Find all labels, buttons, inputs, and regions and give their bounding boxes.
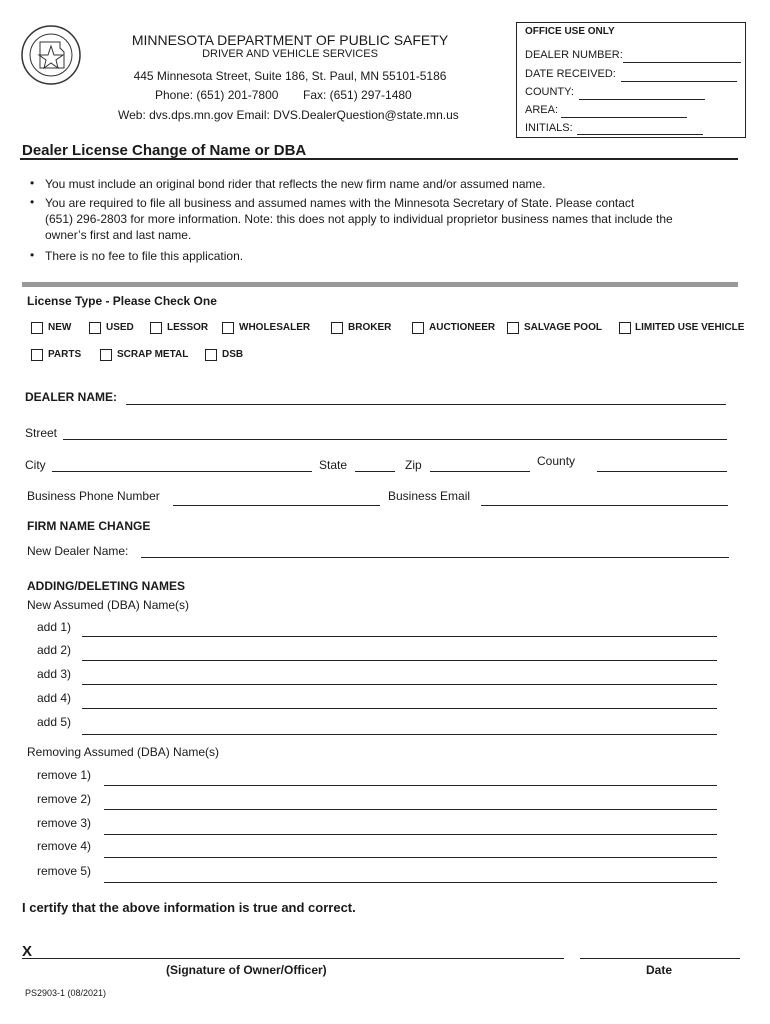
remove-field[interactable] xyxy=(104,785,717,786)
state-seal-logo xyxy=(20,24,82,86)
zip-label: Zip xyxy=(405,458,422,472)
title-underline xyxy=(20,158,738,160)
section-divider xyxy=(22,282,738,287)
checkbox-label: LIMITED USE VEHICLE xyxy=(635,322,745,333)
bullet-text: (651) 296-2803 for more information. Note: this does not apply to individual proprietor business names that include the xyxy=(45,212,673,226)
remove-label: remove 2) xyxy=(37,792,92,806)
add-field[interactable] xyxy=(82,636,717,637)
firm-name-heading: FIRM NAME CHANGE xyxy=(27,519,151,533)
office-initials-label: INITIALS: xyxy=(525,122,573,134)
checkbox-label: NEW xyxy=(48,322,72,333)
office-initials-line xyxy=(577,134,703,135)
checkbox-broker[interactable] xyxy=(331,322,343,334)
signature-x-mark: X xyxy=(22,943,33,960)
checkbox-salvage-pool[interactable] xyxy=(507,322,519,334)
checkbox-label: DSB xyxy=(222,349,244,360)
business-phone-label: Business Phone Number xyxy=(27,489,160,503)
checkbox-label: LESSOR xyxy=(167,322,209,333)
office-use-box xyxy=(516,22,746,138)
street-field[interactable] xyxy=(63,439,727,440)
add-label: add 5) xyxy=(37,715,72,729)
street-label: Street xyxy=(25,426,58,440)
checkbox-lessor[interactable] xyxy=(150,322,162,334)
add-label: add 1) xyxy=(37,620,72,634)
checkbox-label: WHOLESALER xyxy=(239,322,311,333)
date-field[interactable] xyxy=(580,958,740,959)
business-phone-field[interactable] xyxy=(173,505,380,506)
checkbox-used[interactable] xyxy=(89,322,101,334)
checkbox-wholesaler[interactable] xyxy=(222,322,234,334)
office-dealer-number-label: DEALER NUMBER: xyxy=(525,49,623,61)
add-label: add 4) xyxy=(37,691,72,705)
office-date-received-label: DATE RECEIVED: xyxy=(525,68,616,80)
checkbox-label: AUCTIONEER xyxy=(429,322,496,333)
checkbox-auctioneer[interactable] xyxy=(412,322,424,334)
checkbox-label: SCRAP METAL xyxy=(117,349,189,360)
remove-label: remove 3) xyxy=(37,816,92,830)
bullet-dot: • xyxy=(30,248,35,262)
office-area-line xyxy=(561,117,687,118)
remove-dba-label: Removing Assumed (DBA) Name(s) xyxy=(27,745,220,759)
business-email-field[interactable] xyxy=(481,505,728,506)
new-dba-label: New Assumed (DBA) Name(s) xyxy=(27,598,190,612)
dba-heading: ADDING/DELETING NAMES xyxy=(27,579,186,593)
dealer-name-label: DEALER NAME: xyxy=(25,390,117,404)
remove-field[interactable] xyxy=(104,809,717,810)
remove-field[interactable] xyxy=(104,834,717,835)
add-field[interactable] xyxy=(82,734,717,735)
county-label: County xyxy=(537,454,576,468)
form-title: Dealer License Change of Name or DBA xyxy=(22,142,307,159)
checkbox-new[interactable] xyxy=(31,322,43,334)
agency-name: MINNESOTA DEPARTMENT OF PUBLIC SAFETY xyxy=(131,32,449,48)
bullet-dot: • xyxy=(30,176,35,190)
add-field[interactable] xyxy=(82,684,717,685)
license-type-heading: License Type - Please Check One xyxy=(27,294,217,308)
bullet-text: You are required to file all business and assumed names with the Minnesota Secretary of State. Please contact xyxy=(45,196,635,210)
agency-fax: Fax: (651) 297-1480 xyxy=(303,88,412,102)
agency-address: 445 Minnesota Street, Suite 186, St. Paul, MN 55101-5186 xyxy=(133,69,447,83)
certification-statement: I certify that the above information is true and correct. xyxy=(22,900,356,915)
bullet-text: owner’s first and last name. xyxy=(45,228,192,242)
checkbox-dsb[interactable] xyxy=(205,349,217,361)
office-county-label: COUNTY: xyxy=(525,86,574,98)
remove-label: remove 4) xyxy=(37,839,92,853)
add-field[interactable] xyxy=(82,708,717,709)
bullet-dot: • xyxy=(30,195,35,209)
add-field[interactable] xyxy=(82,660,717,661)
zip-field[interactable] xyxy=(430,471,530,472)
agency-phone: Phone: (651) 201-7800 xyxy=(155,88,279,102)
agency-web-email: Web: dvs.dps.mn.gov Email: DVS.DealerQuestion@state.mn.us xyxy=(118,108,459,122)
new-dealer-name-field[interactable] xyxy=(141,557,729,558)
city-field[interactable] xyxy=(52,471,312,472)
dealer-name-field[interactable] xyxy=(126,404,726,405)
checkbox-scrap-metal[interactable] xyxy=(100,349,112,361)
date-label: Date xyxy=(646,963,673,977)
office-date-received-line xyxy=(621,81,737,82)
signature-label: (Signature of Owner/Officer) xyxy=(166,963,327,977)
division-name: DRIVER AND VEHICLE SERVICES xyxy=(202,48,378,60)
county-field[interactable] xyxy=(597,471,727,472)
add-label: add 3) xyxy=(37,667,72,681)
office-use-title: OFFICE USE ONLY xyxy=(525,26,615,37)
checkbox-parts[interactable] xyxy=(31,349,43,361)
new-dealer-name-label: New Dealer Name: xyxy=(27,544,129,558)
state-field[interactable] xyxy=(355,471,395,472)
remove-field[interactable] xyxy=(104,857,717,858)
checkbox-label: BROKER xyxy=(348,322,392,333)
state-label: State xyxy=(319,458,348,472)
checkbox-label: PARTS xyxy=(48,349,82,360)
office-dealer-number-line xyxy=(623,62,741,63)
city-label: City xyxy=(25,458,46,472)
office-county-line xyxy=(579,99,705,100)
checkbox-limited-use-vehicle[interactable] xyxy=(619,322,631,334)
checkbox-label: SALVAGE POOL xyxy=(524,322,602,333)
business-email-label: Business Email xyxy=(388,489,471,503)
checkbox-label: USED xyxy=(106,322,134,333)
bullet-text: You must include an original bond rider that reflects the new firm name and/or assumed name. xyxy=(45,177,546,191)
remove-field[interactable] xyxy=(104,882,717,883)
form-id: PS2903-1 (08/2021) xyxy=(25,988,107,998)
remove-label: remove 1) xyxy=(37,768,92,782)
add-label: add 2) xyxy=(37,643,72,657)
remove-label: remove 5) xyxy=(37,864,92,878)
office-area-label: AREA: xyxy=(525,104,559,116)
bullet-text: There is no fee to file this application. xyxy=(45,249,244,263)
signature-field[interactable] xyxy=(22,958,564,959)
